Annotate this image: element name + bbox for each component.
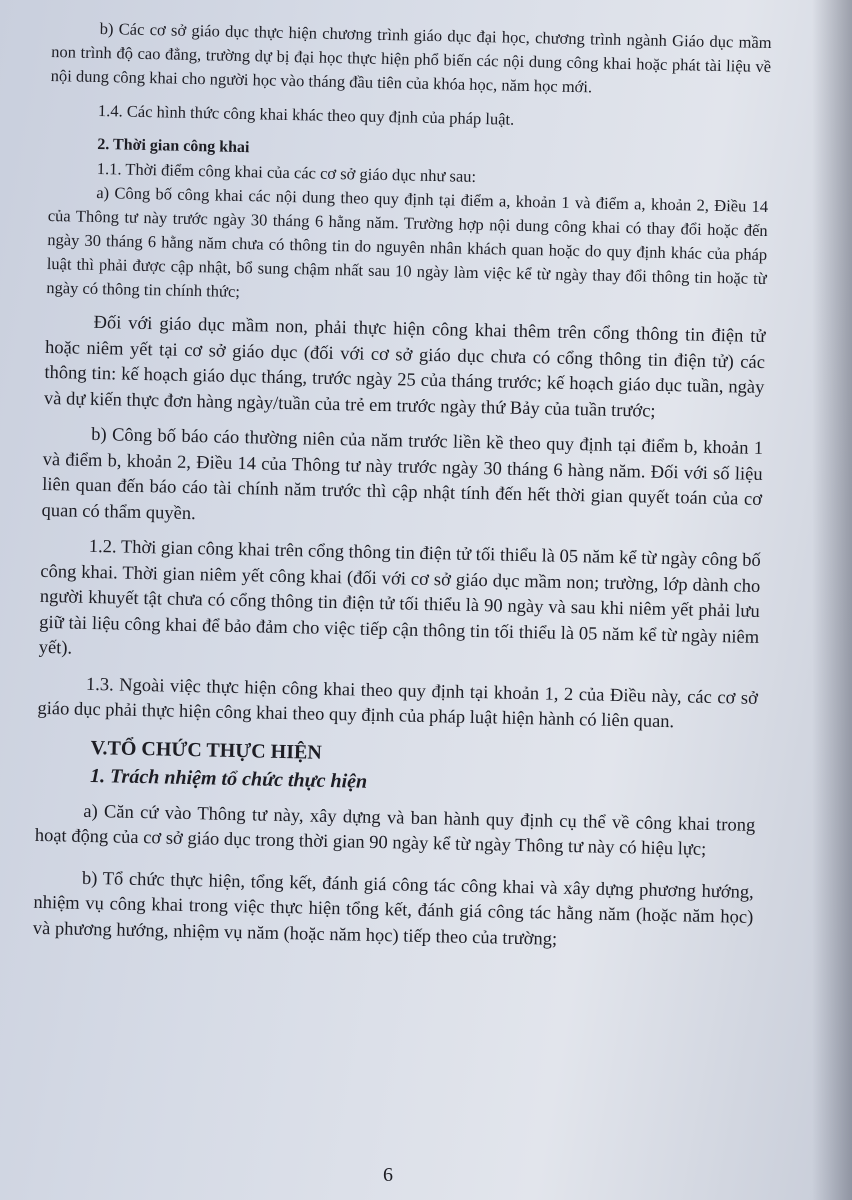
subsection-heading-trach-nhiem: 1. Trách nhiệm tổ chức thực hiện [89,764,368,793]
paragraph-a: a) Công bố công khai các nội dung theo quy định tại điểm a, khoản 1 và điểm a, khoản 2, Điều 14 của Thông tư này trước ngày 30 tháng 6 hằng năm. Trường hợp nội dung công khai có thay đổi hoặc đến ngày 30 tháng 6 hằng năm chưa có thông tin do nguyên nhân khách quan hoặc do quy định khác của pháp luật thì phải được cập nhật, bổ sung chậm nhất sau 10 ngày làm việc kể từ ngày thay đổi thông tin hoặc từ ngày có thông tin chính thức; [46,182,769,301]
paragraph-v-b: b) Tổ chức thực hiện, tổng kết, đánh giá công tác công khai và xây dựng phương hướng, nhiệm vụ công khai trong việc thực hiện tổng kết, đánh giá công tác hằng năm (hoặc năm học) và phương hướng, nhiệm vụ năm (hoặc năm học) tiếp theo của trường; [32,868,755,950]
paragraph-mam-non: Đối với giáo dục mầm non, phải thực hiện công khai thêm trên cổng thông tin điện tử hoặc niêm yết tại cơ sở giáo dục (đối với cơ sở giáo dục chưa có cổng thông tin điện tử) các thông tin: kế hoạch giáo dục tháng, trước ngày 25 của tháng trước; kế hoạch giáo dục tuần, ngày và dự kiến thực đơn hàng ngày/tuần của trẻ em trước ngày thứ Bảy của tuần trước; [43,312,766,422]
paragraph-b-intro: b) Các cơ sở giáo dục thực hiện chương trình giáo dục đại học, chương trình ngành Giáo dục mầm non trình độ cao đẳng, trường dự bị đại học thực hiện phổ biến các nội dung công khai hoặc phát tài liệu về nội dung công khai cho người học vào tháng đầu tiên của khóa học, năm học mới. [50,19,772,97]
item-1-4: 1.4. Các hình thức công khai khác theo quy định của pháp luật. [97,100,515,129]
paragraph-v-a: a) Căn cứ vào Thông tư này, xây dựng và ban hành quy định cụ thể về công khai trong hoạt động của cơ sở giáo dục trong thời gian 90 ngày kể từ ngày Thông tư này có hiệu lực; [34,801,756,860]
heading-thoi-gian-cong-khai: 2. Thời gian công khai [97,135,250,157]
page-edge-shadow [812,0,852,1200]
page-number: 6 [383,1164,393,1186]
section-heading-to-chuc-thuc-hien: V.TỔ CHỨC THỰC HIỆN [90,736,323,764]
item-1-3: 1.3. Ngoài việc thực hiện công khai theo quy định tại khoản 1, 2 của Điều này, các cơ sở giáo dục phải thực hiện công khai theo quy định của pháp luật hiện hành có liên quan. [37,674,759,733]
item-1-2: 1.2. Thời gian công khai trên cổng thông tin điện tử tối thiểu là 05 năm kể từ ngày công bố công khai. Thời gian niêm yết công khai (đối với cơ sở giáo dục mầm non; trường, lớp dành cho người khuyết tật chưa có cổng thông tin điện tử tối thiểu là 90 ngày và sau khi niêm yết phải lưu giữ tài liệu công khai để bảo đảm cho việc tiếp cận thông tin tối thiểu là 05 năm kể từ ngày niêm yết). [38,536,761,659]
paragraph-b: b) Công bố báo cáo thường niên của năm trước liền kề theo quy định tại điểm b, khoản 1 và điểm b, khoản 2, Điều 14 của Thông tư này trước ngày 30 tháng 6 hàng năm. Đối với số liệu liên quan đến báo cáo tài chính năm trước thì cập nhật tính đến hết thời gian quyết toán của cơ quan có thẩm quyền. [41,424,764,524]
page-body [33,16,772,957]
item-1-1: 1.1. Thời điểm công khai của các cơ sở giáo dục như sau: [96,158,477,186]
